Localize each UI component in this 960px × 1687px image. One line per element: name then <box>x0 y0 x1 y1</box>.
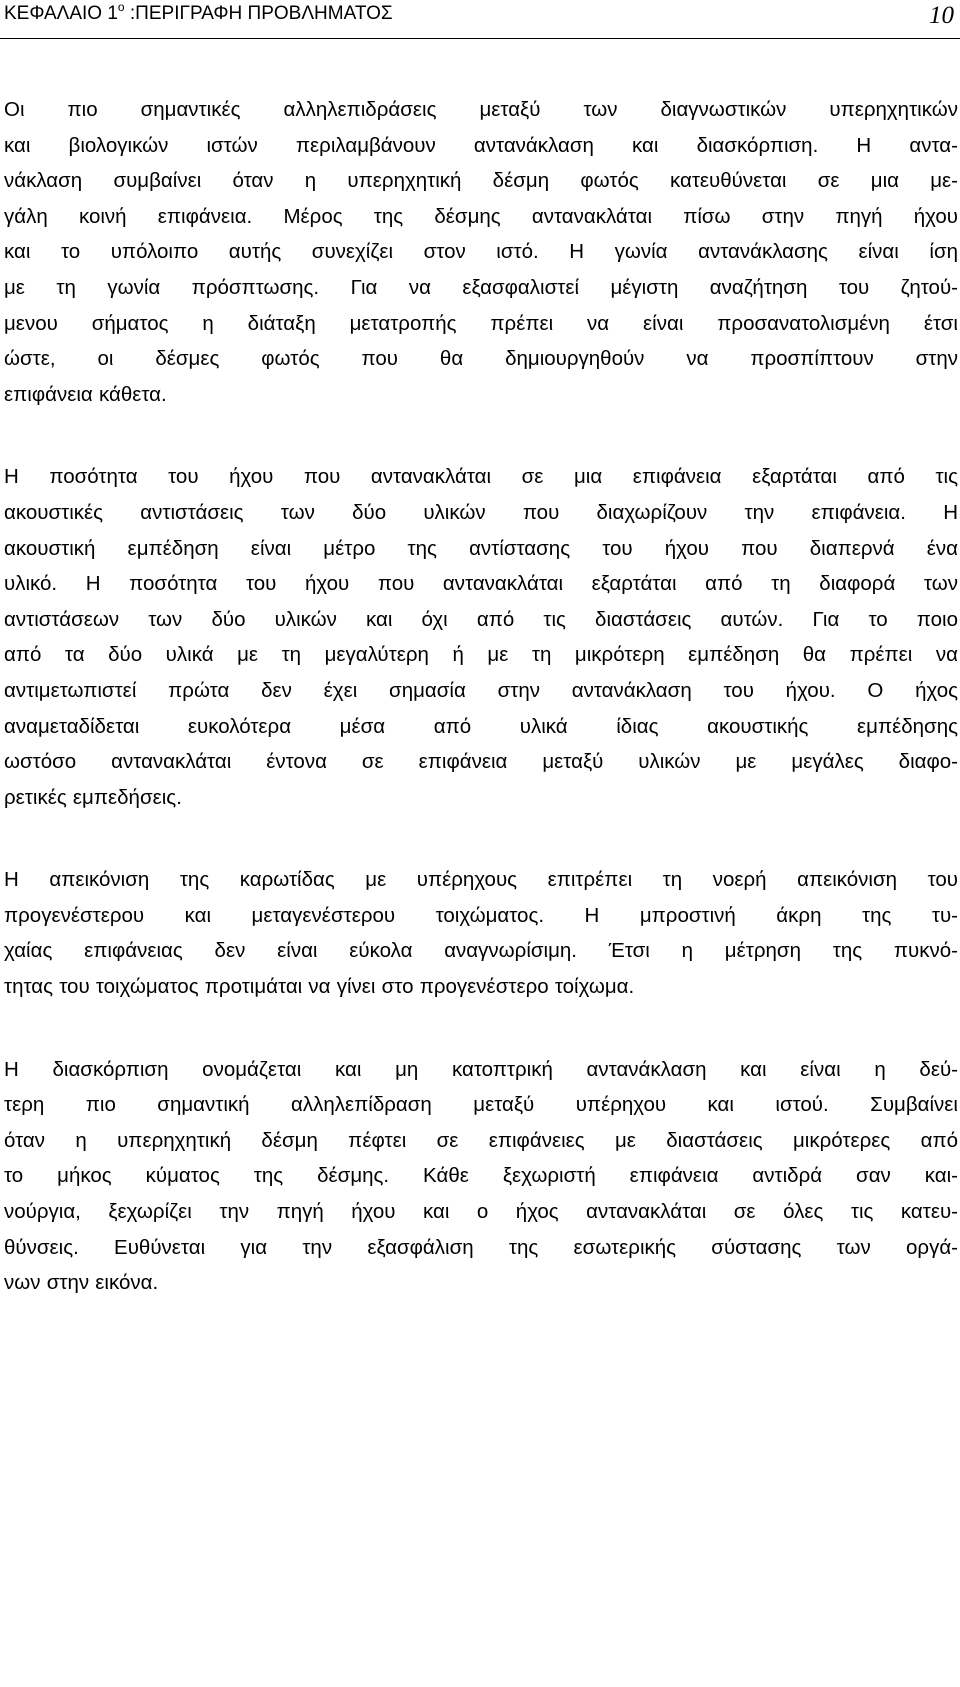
chapter-prefix: ΚΕΦΑΛΑΙΟ 1 <box>4 3 118 24</box>
text-line: και το υπόλοιπο αυτής συνεχίζει στον ιστό. Η γωνία αντανάκλασης είναι ίση <box>4 240 958 264</box>
text-line: ακουστική εμπέδηση είναι μέτρο της αντίστασης του ήχου που διαπερνά ένα <box>4 536 958 560</box>
text-line: προγενέστερου και μεταγενέστερου τοιχώματος. Η μπροστινή άκρη της τυ- <box>4 903 958 927</box>
chapter-title: :ΠΕΡΙΓΡΑΦΗ ΠΡΟΒΛΗΜΑΤΟΣ <box>124 3 393 24</box>
text-line: Οι πιο σημαντικές αλληλεπιδράσεις μεταξύ των διαγνωστικών υπερηχητικών <box>4 98 958 121</box>
text-line: χαίας επιφάνειας δεν είναι εύκολα αναγνωρίσιμη. Έτσι η μέτρηση της πυκνό- <box>4 939 958 963</box>
text-line: νάκλαση συμβαίνει όταν η υπερηχητική δέσμη φωτός κατευθύνεται σε μια με- <box>4 169 958 193</box>
text-line: επιφάνεια κάθετα. <box>4 382 167 406</box>
text-line: θύνσεις. Ευθύνεται για την εξασφάλιση της εσωτερικής σύστασης των οργά- <box>4 1235 958 1259</box>
text-line: Η διασκόρπιση ονομάζεται και μη κατοπτρική αντανάκλαση και είναι η δεύ- <box>4 1057 958 1081</box>
text-line: από τα δύο υλικά με τη μεγαλύτερη ή με τη μικρότερη εμπέδηση θα πρέπει να <box>4 643 958 667</box>
text-line: ακουστικές αντιστάσεις των δύο υλικών που διαχωρίζουν την επιφάνεια. Η <box>4 500 958 524</box>
text-line: όταν η υπερηχητική δέσμη πέφτει σε επιφάνειες με διαστάσεις μικρότερες από <box>4 1128 958 1152</box>
text-line: ρετικές εμπεδήσεις. <box>4 785 182 809</box>
text-line: με τη γωνία πρόσπτωσης. Για να εξασφαλιστεί μέγιστη αναζήτηση του ζητού- <box>4 275 958 299</box>
header-divider <box>0 38 960 39</box>
text-line: τητας του τοιχώματος προτιμάται να γίνει στο προγενέστερο τοίχωμα. <box>4 975 635 999</box>
text-line: Η απεικόνιση της καρωτίδας με υπέρηχους επιτρέπει τη νοερή απεικόνιση του <box>4 868 958 892</box>
chapter-ordinal: ο <box>117 0 125 14</box>
paragraph <box>4 459 958 815</box>
text-line: αναμεταδίδεται ευκολότερα μέσα από υλικά ίδιας ακουστικής εμπέδησης <box>4 714 958 738</box>
text-line: και βιολογικών ιστών περιλαμβάνουν αντανάκλαση και διασκόρπιση. Η αντα- <box>4 133 958 157</box>
text-line: Η ποσότητα του ήχου που αντανακλάται σε μια επιφάνεια εξαρτάται από τις <box>4 465 958 489</box>
text-line: νούργια, ξεχωρίζει την πηγή ήχου και ο ήχος αντανακλάται σε όλες τις κατευ- <box>4 1200 958 1224</box>
page-header <box>0 0 960 44</box>
text-line: γάλη κοινή επιφάνεια. Μέρος της δέσμης αντανακλάται πίσω στην πηγή ήχου <box>4 204 958 228</box>
text-line: νων στην εικόνα. <box>4 1271 159 1295</box>
text-line: μενου σήματος η διάταξη μετατροπής πρέπει να είναι προσανατολισμένη έτσι <box>4 311 958 335</box>
text-line: ώστε, οι δέσμες φωτός που θα δημιουργηθούν να προσπίπτουν στην <box>4 347 958 371</box>
paragraph <box>4 1052 958 1301</box>
paragraph <box>4 92 958 412</box>
text-line: αντιμετωπιστεί πρώτα δεν έχει σημασία στην αντανάκλαση του ήχου. Ο ήχος <box>4 678 958 702</box>
text-line: αντιστάσεων των δύο υλικών και όχι από τις διαστάσεις αυτών. Για το ποιο <box>4 607 958 631</box>
text-line: υλικό. Η ποσότητα του ήχου που αντανακλάται εξαρτάται από τη διαφορά των <box>4 572 958 596</box>
page-number: 10 <box>929 2 954 29</box>
paragraph <box>4 862 958 1004</box>
chapter-heading <box>4 0 393 25</box>
text-line: το μήκος κύματος της δέσμης. Κάθε ξεχωριστή επιφάνεια αντιδρά σαν και- <box>4 1164 958 1188</box>
text-line: ωστόσο αντανακλάται έντονα σε επιφάνεια μεταξύ υλικών με μεγάλες διαφο- <box>4 750 958 774</box>
document-body <box>4 92 958 1348</box>
text-line: τερη πιο σημαντική αλληλεπίδραση μεταξύ υπέρηχου και ιστού. Συμβαίνει <box>4 1093 958 1117</box>
